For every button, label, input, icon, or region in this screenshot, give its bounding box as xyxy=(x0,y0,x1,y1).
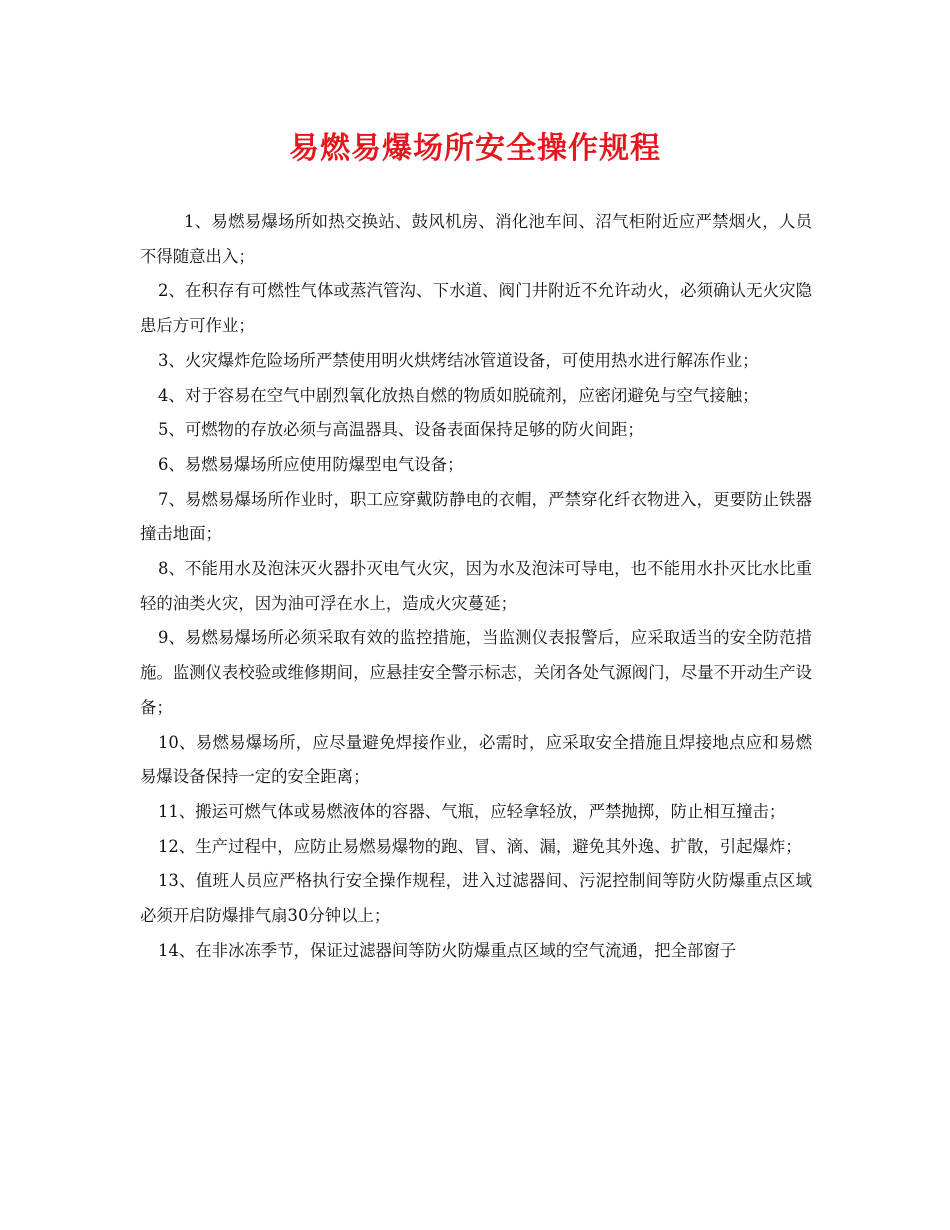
rule-item-9: 9、易燃易爆场所必须采取有效的监控措施，当监测仪表报警后，应采取适当的安全防范措施。监测仪表校验或维修期间，应悬挂安全警示标志，关闭各处气源阀门，尽量不开动生产设备； xyxy=(140,628,813,717)
rule-item-11: 11、搬运可燃气体或易燃液体的容器、气瓶，应轻拿轻放，严禁抛掷，防止相互撞击； xyxy=(158,801,786,821)
rule-item-10: 10、易燃易爆场所，应尽量避免焊接作业，必需时，应采取安全措施且焊接地点应和易燃易爆设备保持一定的安全距离； xyxy=(140,732,812,787)
document-body xyxy=(140,205,812,968)
rule-item-8: 8、不能用水及泡沫灭火器扑灭电气火灾，因为水及泡沫可导电，也不能用水扑灭比水比重轻的油类火灾，因为油可浮在水上，造成火灾蔓延； xyxy=(140,559,812,613)
rule-item-4: 4、对于容易在空气中剧烈氧化放热自燃的物质如脱硫剂，应密闭避免与空气接触； xyxy=(158,385,759,405)
rule-item-2: 2、在积存有可燃性气体或蒸汽管沟、下水道、阀门井附近不允许动火，必须确认无火灾隐患后方可作业； xyxy=(140,281,812,336)
rule-item-14: 14、在非冰冻季节，保证过滤器间等防火防爆重点区域的空气流通，把全部窗子 xyxy=(158,940,737,960)
rule-item-6: 6、易燃易爆场所应使用防爆型电气设备； xyxy=(158,454,464,474)
rule-item-13: 13、值班人员应严格执行安全操作规程，进入过滤器间、污泥控制间等防火防爆重点区域必须开启防爆排气扇30分钟以上； xyxy=(140,871,812,926)
document-title: 易燃易爆场所安全操作规程 xyxy=(289,131,661,166)
rule-item-12: 12、生产过程中，应防止易燃易爆物的跑、冒、滴、漏，避免其外逸、扩散，引起爆炸； xyxy=(158,836,802,856)
rule-item-1: 1、易燃易爆场所如热交换站、鼓风机房、消化池车间、沼气柜附近应严禁烟火，人员不得随意出入； xyxy=(140,212,812,266)
rule-item-5: 5、可燃物的存放必须与高温器具、设备表面保持足够的防火间距； xyxy=(158,420,644,440)
rule-item-7: 7、易燃易爆场所作业时，职工应穿戴防静电的衣帽，严禁穿化纤衣物进入，更要防止铁器撞击地面； xyxy=(140,489,812,544)
rule-item-3: 3、火灾爆炸危险场所严禁使用明火烘烤结冰管道设备，可使用热水进行解冻作业； xyxy=(158,350,759,370)
